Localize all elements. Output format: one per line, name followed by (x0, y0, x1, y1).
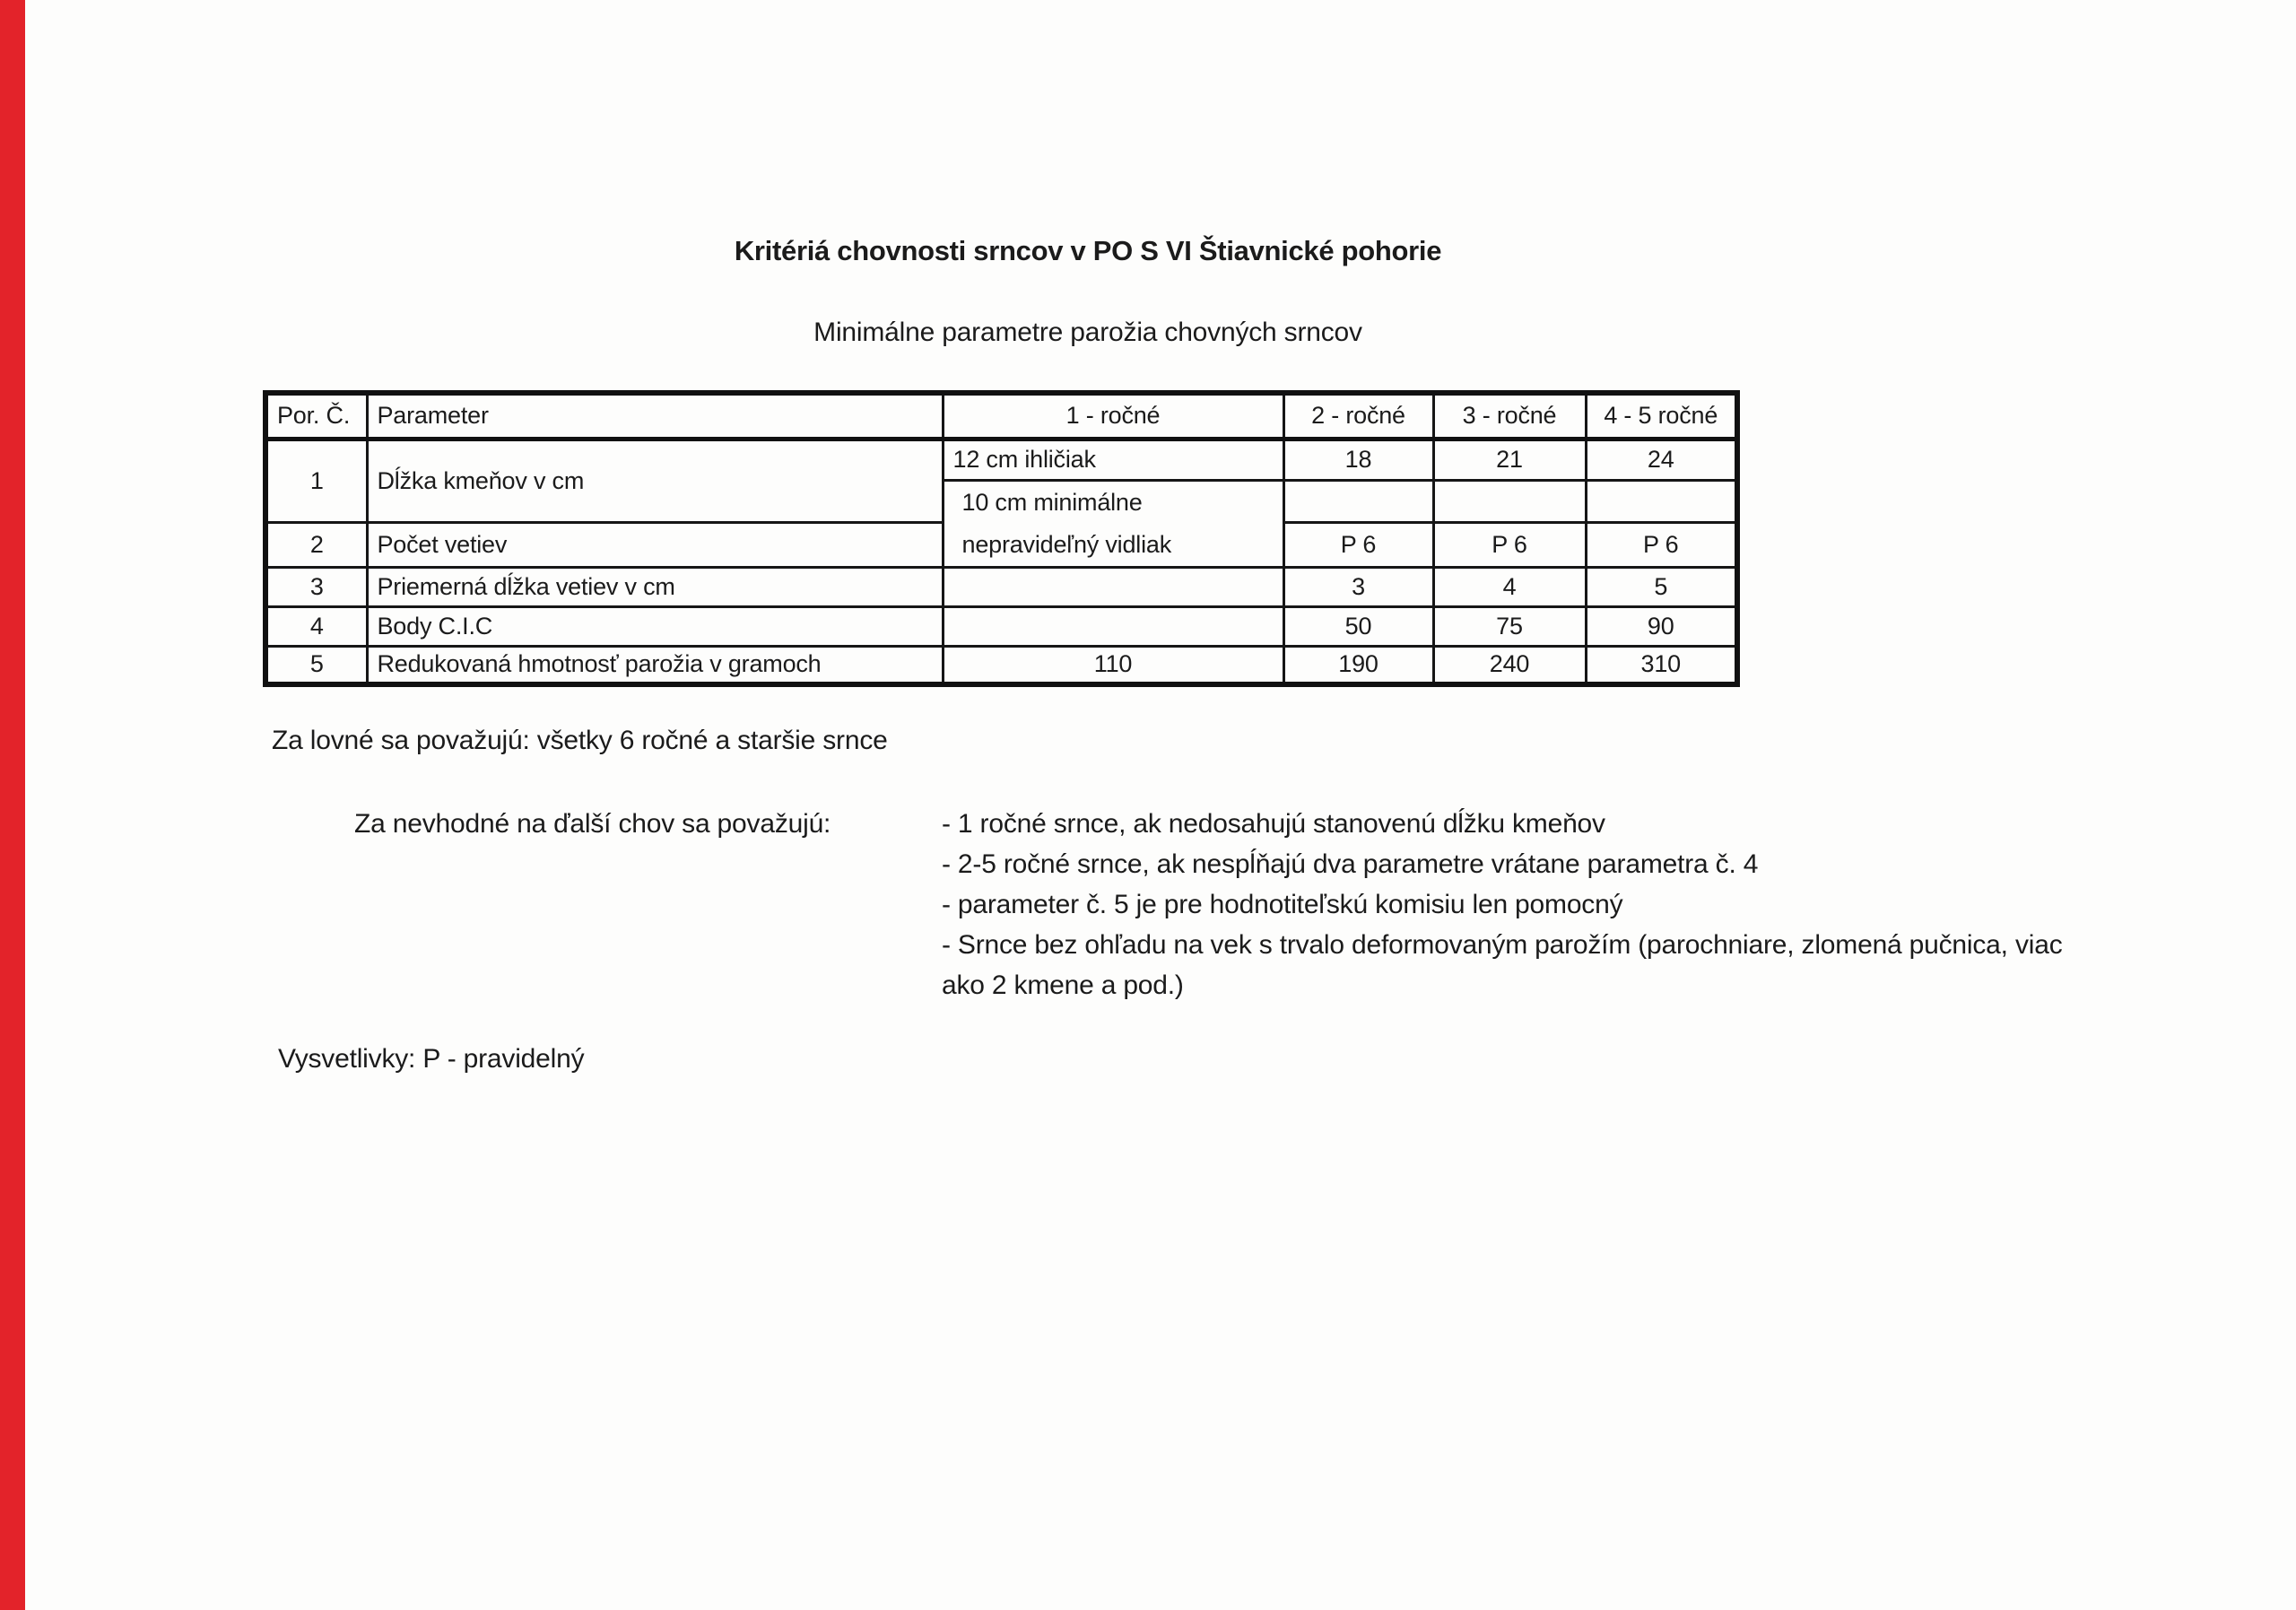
cell-row1-2rocne: 18 (1283, 439, 1433, 480)
cell-empty (1433, 480, 1586, 522)
cell-row3-2rocne: 3 (1283, 567, 1433, 606)
table-row-5 (265, 646, 1737, 684)
cell-row1-3rocne: 21 (1433, 439, 1586, 480)
cell-row2-45rocne: P 6 (1586, 522, 1737, 567)
header-2-rocne: 2 - ročné (1283, 393, 1433, 439)
table-row-1 (265, 439, 1737, 480)
note-harvestable: Za lovné sa považujú: všetky 6 ročné a staršie srnce (272, 726, 888, 755)
cell-row4-number: 4 (265, 606, 367, 646)
cell-row2-parameter: Počet vetiev (367, 522, 943, 567)
cell-row2-number: 2 (265, 522, 367, 567)
cell-empty (943, 606, 1283, 646)
cell-row2-3rocne: P 6 (1433, 522, 1586, 567)
header-1-rocne: 1 - ročné (943, 393, 1283, 439)
table-header-row (265, 393, 1737, 439)
cell-empty (1586, 480, 1737, 522)
document-title: Kritériá chovnosti srncov v PO S VI Štiavnické pohorie (734, 235, 1442, 266)
cell-row4-45rocne: 90 (1586, 606, 1737, 646)
cell-row5-parameter: Redukovaná hmotnosť parožia v gramoch (367, 646, 943, 684)
cell-row4-2rocne: 50 (1283, 606, 1433, 646)
cell-row1-45rocne: 24 (1586, 439, 1737, 480)
merged-cell-line-1: 10 cm minimálne (961, 488, 1143, 516)
document-subtitle: Minimálne parametre parožia chovných srncov (813, 318, 1362, 347)
cell-row5-45rocne: 310 (1586, 646, 1737, 684)
table-row-4 (265, 606, 1737, 646)
legend-text: Vysvetlivky: P - pravidelný (278, 1044, 585, 1074)
cell-row5-number: 5 (265, 646, 367, 684)
table-row-3 (265, 567, 1737, 606)
header-3-rocne: 3 - ročné (1433, 393, 1586, 439)
header-parameter: Parameter (367, 393, 943, 439)
cell-row3-3rocne: 4 (1433, 567, 1586, 606)
cell-row4-3rocne: 75 (1433, 606, 1586, 646)
note-unsuitable-list (942, 804, 2063, 1005)
unsuitable-item-4: - Srnce bez ohľadu na vek s trvalo deformovaným parožím (parochniare, zlomená pučnica, viac (942, 930, 2063, 960)
header-4-5-rocne: 4 - 5 ročné (1586, 393, 1737, 439)
merged-cell-line-2: nepravideľný vidliak (961, 530, 1172, 558)
cell-row1-number: 1 (265, 439, 367, 522)
unsuitable-item-4-wrap: ako 2 kmene a pod.) (942, 970, 1184, 1000)
cell-row5-3rocne: 240 (1433, 646, 1586, 684)
cell-row1-1rocne: 12 cm ihličiak (943, 439, 1283, 480)
cell-row4-parameter: Body C.I.C (367, 606, 943, 646)
cell-row5-1rocne: 110 (943, 646, 1283, 684)
header-por-c: Por. Č. (265, 393, 367, 439)
unsuitable-item-1: - 1 ročné srnce, ak nedosahujú stanovenú dĺžku kmeňov (942, 809, 1605, 839)
cell-empty (1283, 480, 1433, 522)
cell-row1-parameter: Dĺžka kmeňov v cm (367, 439, 943, 522)
cell-row2-2rocne: P 6 (1283, 522, 1433, 567)
unsuitable-item-2: - 2-5 ročné srnce, ak nespĺňajú dva parametre vrátane parametra č. 4 (942, 849, 1759, 879)
cell-empty (943, 567, 1283, 606)
cell-row3-number: 3 (265, 567, 367, 606)
note-unsuitable-label: Za nevhodné na ďalší chov sa považujú: (354, 809, 831, 839)
cell-row5-2rocne: 190 (1283, 646, 1433, 684)
cell-merged-1rocne (943, 480, 1283, 567)
antler-criteria-table (263, 390, 1740, 687)
cell-row3-45rocne: 5 (1586, 567, 1737, 606)
cell-row3-parameter: Priemerná dĺžka vetiev v cm (367, 567, 943, 606)
unsuitable-item-3: - parameter č. 5 je pre hodnotiteľskú komisiu len pomocný (942, 890, 1623, 919)
